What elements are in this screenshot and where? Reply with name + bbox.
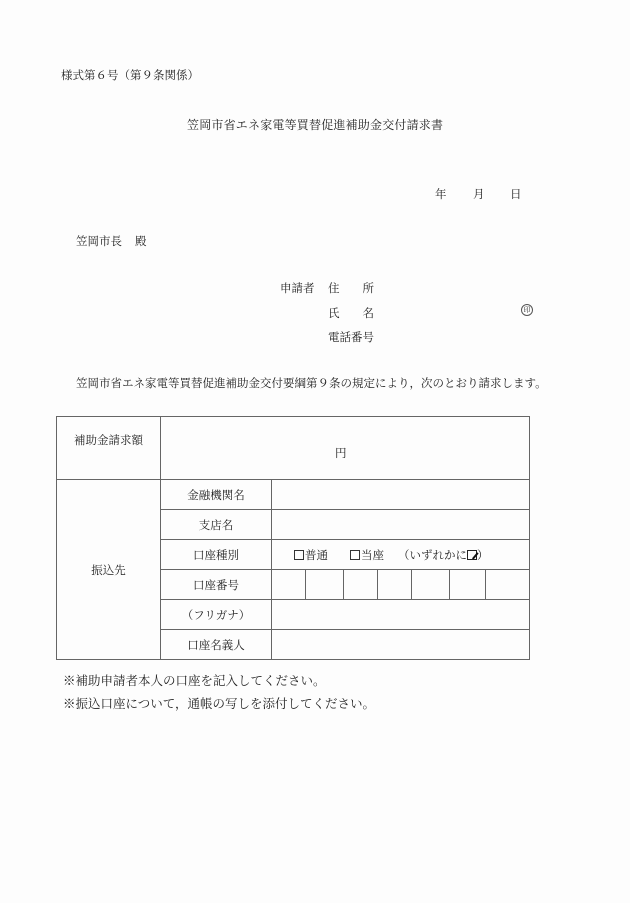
applicant-label: 申請者 bbox=[280, 281, 315, 295]
name-label: 氏 名 bbox=[328, 306, 374, 320]
amount-label: 補助金請求額 bbox=[57, 417, 161, 480]
checked-box-icon bbox=[467, 550, 477, 560]
account-digit-2[interactable] bbox=[306, 570, 344, 599]
document-title: 笠岡市省エネ家電等買替促進補助金交付請求書 bbox=[187, 118, 444, 132]
request-form-table bbox=[56, 416, 530, 660]
date-year-label: 年 bbox=[435, 187, 447, 201]
account-type-label: 口座種別 bbox=[161, 540, 272, 570]
ordinary-checkbox[interactable] bbox=[294, 550, 304, 560]
addressee bbox=[76, 233, 147, 249]
account-digit-6[interactable] bbox=[450, 570, 486, 599]
current-checkbox[interactable] bbox=[350, 550, 360, 560]
form-number: 様式第６号（第９条関係） bbox=[61, 68, 199, 82]
note-own-account: ※補助申請者本人の口座を記入してください。 bbox=[63, 673, 326, 688]
request-statement: 笠岡市省エネ家電等買替促進補助金交付要綱第９条の規定により，次のとおり請求します。 bbox=[76, 376, 547, 390]
address-label: 住 所 bbox=[328, 281, 374, 295]
account-number-label: 口座番号 bbox=[161, 570, 272, 600]
account-digit-3[interactable] bbox=[344, 570, 378, 599]
addressee-honorific: 殿 bbox=[135, 234, 147, 248]
instruction-prefix: （いずれかに bbox=[398, 547, 467, 562]
furigana-field[interactable] bbox=[272, 600, 530, 630]
account-number-field bbox=[272, 570, 530, 600]
instruction-suffix: ） bbox=[477, 547, 489, 562]
table-row bbox=[57, 480, 530, 510]
branch-name-field[interactable] bbox=[272, 510, 530, 540]
bank-name-label: 金融機関名 bbox=[161, 480, 272, 510]
amount-row bbox=[57, 417, 530, 480]
account-digit-5[interactable] bbox=[412, 570, 450, 599]
account-holder-label: 口座名義人 bbox=[161, 630, 272, 660]
amount-field[interactable] bbox=[161, 417, 530, 480]
account-holder-field[interactable] bbox=[272, 630, 530, 660]
date-day-label: 日 bbox=[510, 187, 522, 201]
phone-label: 電話番号 bbox=[328, 330, 374, 344]
bank-name-field[interactable] bbox=[272, 480, 530, 510]
seal-icon: 印 bbox=[521, 304, 533, 316]
addressee-name: 笠岡市長 bbox=[76, 234, 122, 248]
yen-unit: 円 bbox=[335, 446, 347, 460]
note-attach-passbook: ※振込口座について，通帳の写しを添付してください。 bbox=[63, 696, 376, 711]
current-label: 当座 bbox=[361, 547, 384, 562]
account-digit-4[interactable] bbox=[378, 570, 412, 599]
account-digit-7[interactable] bbox=[486, 570, 529, 599]
account-digit-1[interactable] bbox=[272, 570, 306, 599]
account-type-field bbox=[272, 540, 530, 570]
transfer-label: 振込先 bbox=[57, 480, 161, 660]
branch-name-label: 支店名 bbox=[161, 510, 272, 540]
ordinary-label: 普通 bbox=[305, 547, 328, 562]
date-month-label: 月 bbox=[473, 187, 485, 201]
furigana-label: （フリガナ） bbox=[161, 600, 272, 630]
